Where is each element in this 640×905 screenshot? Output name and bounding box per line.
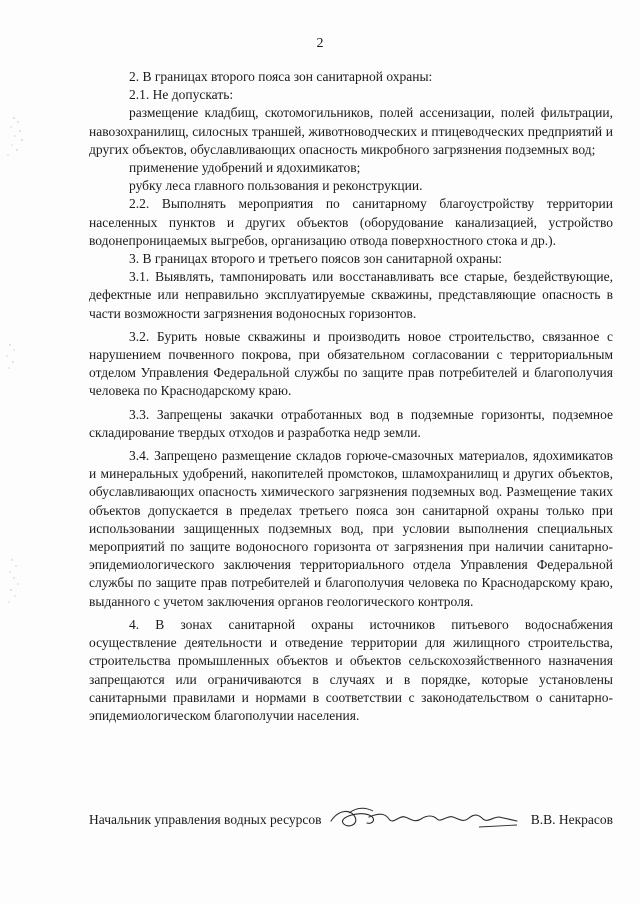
- paragraph-2-1: 2.1. Не допускать:: [129, 87, 234, 103]
- paragraph-2-2: 2.2. Выполнять мероприятия по санитарному благоустройству территории населенных пунктов и других объектов (оборудование канализацией, устройство водонепроницаемых выгребов, организацию отвода поверхностного стока и др.).: [89, 196, 613, 248]
- paragraph-2-1-item-3: рубку леса главного пользования и реконструкции.: [129, 178, 423, 194]
- handwritten-signature: [329, 803, 519, 833]
- document-body: [89, 68, 613, 725]
- paragraph-3-2: 3.2. Бурить новые скважины и производить новое строительство, связанное с нарушением почвенного покрова, при обязательном согласовании с территориальным отделом Управления Федеральной службы по защите прав потребителей и благополучия человека по Краснодарскому краю.: [89, 328, 613, 399]
- scan-margin-noise: [0, 0, 40, 905]
- paragraph-section-4: 4. В зонах санитарной охраны источников питьевого водоснабжения осуществление деятельности и отведение территории для жилищного строительства, строительства промышленных объектов и объектов сельскохозяйственного назначения запрещаются или ограничиваются в случаях и в порядке, которые установлены санитарными правилами и нормами в соответствии с законодательством о санитарно-эпидемиологическом благополучии населения.: [89, 616, 613, 723]
- paragraph-3-1: 3.1. Выявлять, тампонировать или восстанавливать все старые, бездействующие, дефектные или неправильно эксплуатируемые скважины, представляющие опасность в части возможности загрязнения водоносных горизонтов.: [89, 269, 613, 321]
- paragraph-2-1-item-2: применение удобрений и ядохимикатов;: [129, 160, 361, 176]
- signatory-title: Начальник управления водных ресурсов: [89, 812, 322, 827]
- paragraph-2-1-item-1: размещение кладбищ, скотомогильников, полей ассенизации, полей фильтрации, навозохранилищ, силосных траншей, животноводческих и птицеводческих предприятий и других объектов, обуславливающих опасность микробного загрязнения подземных вод;: [89, 105, 613, 157]
- paragraph-section-2: 2. В границах второго пояса зон санитарной охраны:: [129, 69, 433, 84]
- paragraph-section-3: 3. В границах второго и третьего поясов зон санитарной охраны:: [129, 251, 503, 267]
- signature-block: [89, 803, 613, 833]
- signatory-name: В.В. Некрасов: [530, 812, 613, 827]
- paragraph-3-3: 3.3. Запрещены закачки отработанных вод в подземные горизонты, подземное складирование твердых отходов и разработка недр земли.: [89, 406, 613, 440]
- page-number: 2: [316, 36, 324, 51]
- paragraph-3-4: 3.4. Запрещено размещение складов горюче-смазочных материалов, ядохимикатов и минеральных удобрений, накопителей промстоков, шламохранилищ и других объектов, обуславливающих опасность химического загрязнения подземных вод. Размещение таких объектов допускается в пределах третьего пояса зон санитарной охраны только при использовании защищенных подземных вод, при условии выполнения специальных мероприятий по защите водоносного горизонта от загрязнения при наличии санитарно-эпидемиологического заключения территориального отдела Управления Федеральной службы по защите прав потребителей и благополучия человека по Краснодарскому краю, выданного с учетом заключения органов геологического контроля.: [89, 448, 613, 609]
